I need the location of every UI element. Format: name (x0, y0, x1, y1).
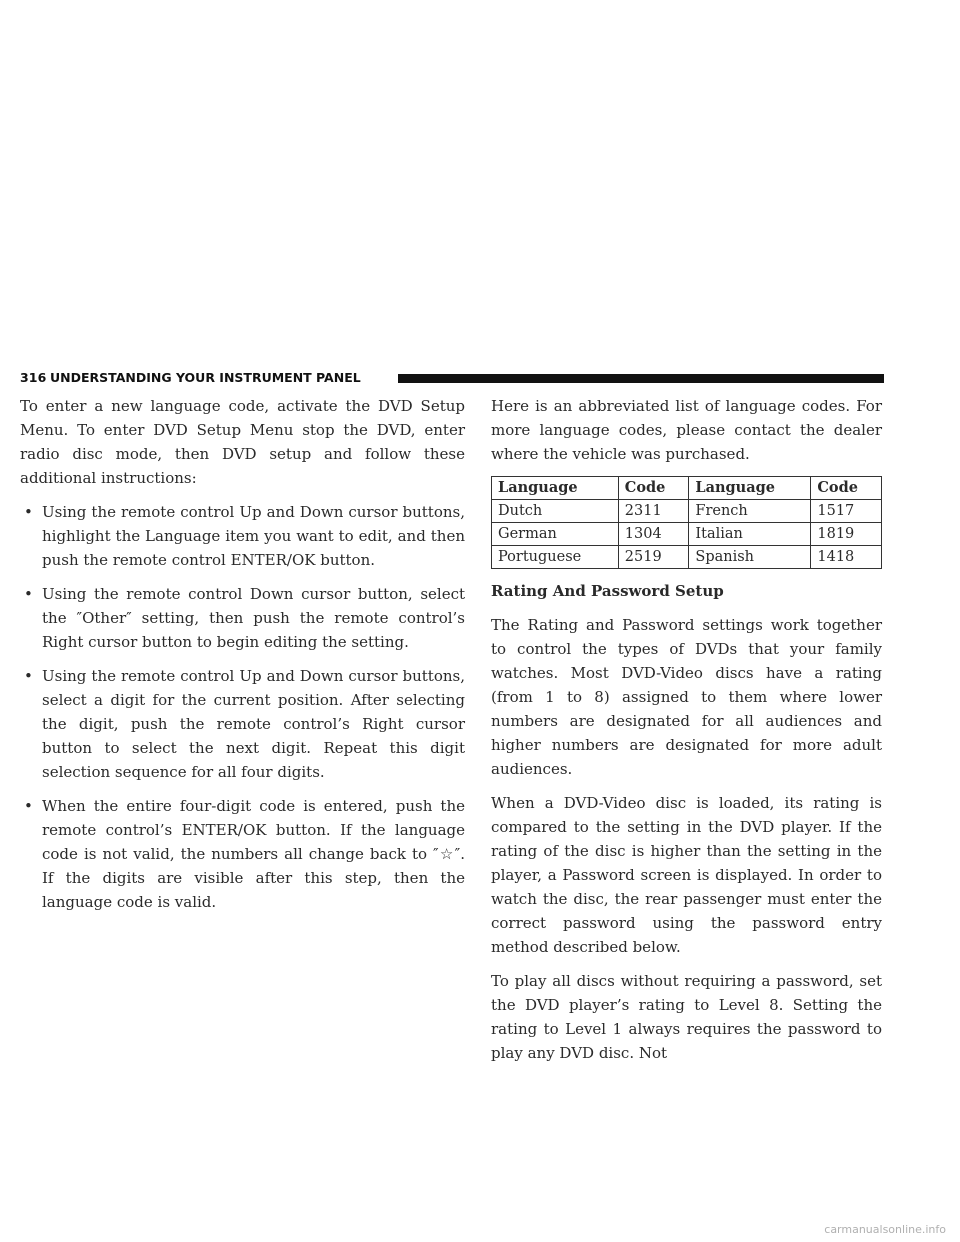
table-cell: Spanish (689, 546, 811, 569)
table-cell: Portuguese (492, 546, 619, 569)
page-number: 316 (20, 370, 47, 385)
table-row (492, 546, 882, 569)
body-paragraph: When a DVD-Video disc is loaded, its rating is compared to the setting in the DVD player. If the rating of the disc is higher than the setting in the player, a Password screen is displayed. In order to watch the disc, the rear passenger must enter the correct password using the password entry method described below. (491, 794, 882, 956)
list-item (20, 500, 465, 572)
bullet-icon: • (24, 797, 33, 815)
language-code-table (491, 476, 882, 569)
table-cell: 1304 (618, 523, 689, 546)
list-item (20, 664, 465, 784)
table-intro-paragraph: Here is an abbreviated list of language codes. For more language codes, please contact the dealer where the vehicle was purchased. (491, 397, 882, 463)
list-item-text: Using the remote control Up and Down cursor buttons, select a digit for the current position. After selecting the digit, push the remote control’s Right cursor button to select the next digit. Repeat this digit selection sequence for all four digits. (42, 667, 465, 781)
instruction-list (20, 500, 465, 914)
table-cell: French (689, 500, 811, 523)
list-item (20, 582, 465, 654)
body-paragraph: The Rating and Password settings work together to control the types of DVDs that your family watches. Most DVD-Video discs have a rating (from 1 to 8) assigned to them where lower numbers are designated for all audiences and higher numbers are designated for more adult audiences. (491, 616, 882, 778)
bullet-icon: • (24, 667, 33, 685)
table-row (492, 523, 882, 546)
page-header (0, 370, 884, 386)
column-header: Language (492, 477, 619, 500)
list-item-text: When the entire four-digit code is entered, push the remote control’s ENTER/OK button. If the language code is not valid, the numbers all change back to ″☆″. If the digits are visible after this step, then the language code is valid. (42, 797, 465, 911)
table-cell: 2311 (618, 500, 689, 523)
body-paragraph: To play all discs without requiring a password, set the DVD player’s rating to Level 8. Setting the rating to Level 1 always requires the password to play any DVD disc. Not (491, 972, 882, 1062)
bullet-icon: • (24, 585, 33, 603)
list-item-text: Using the remote control Down cursor button, select the ″Other″ setting, then push the remote control’s Right cursor button to begin editing the setting. (42, 585, 465, 651)
column-header: Language (689, 477, 811, 500)
table-cell: 1418 (811, 546, 882, 569)
section-title: UNDERSTANDING YOUR INSTRUMENT PANEL (50, 370, 361, 385)
right-column (491, 394, 882, 1075)
table-cell: German (492, 523, 619, 546)
left-column (20, 394, 465, 924)
header-rule-bar (398, 374, 884, 383)
table-cell: Dutch (492, 500, 619, 523)
list-item-text: Using the remote control Up and Down cursor buttons, highlight the Language item you want to edit, and then push the remote control ENTER/OK button. (42, 503, 465, 569)
intro-paragraph: To enter a new language code, activate the DVD Setup Menu. To enter DVD Setup Menu stop the DVD, enter radio disc mode, then DVD setup and follow these additional instructions: (20, 397, 465, 487)
table-cell: 1819 (811, 523, 882, 546)
table-cell: Italian (689, 523, 811, 546)
column-header: Code (618, 477, 689, 500)
table-cell: 2519 (618, 546, 689, 569)
table-header-row (492, 477, 882, 500)
table-cell: 1517 (811, 500, 882, 523)
section-subheading: Rating And Password Setup (491, 582, 724, 600)
bullet-icon: • (24, 503, 33, 521)
list-item (20, 794, 465, 914)
table-row (492, 500, 882, 523)
column-header: Code (811, 477, 882, 500)
watermark-text: carmanualsonline.info (824, 1223, 946, 1236)
